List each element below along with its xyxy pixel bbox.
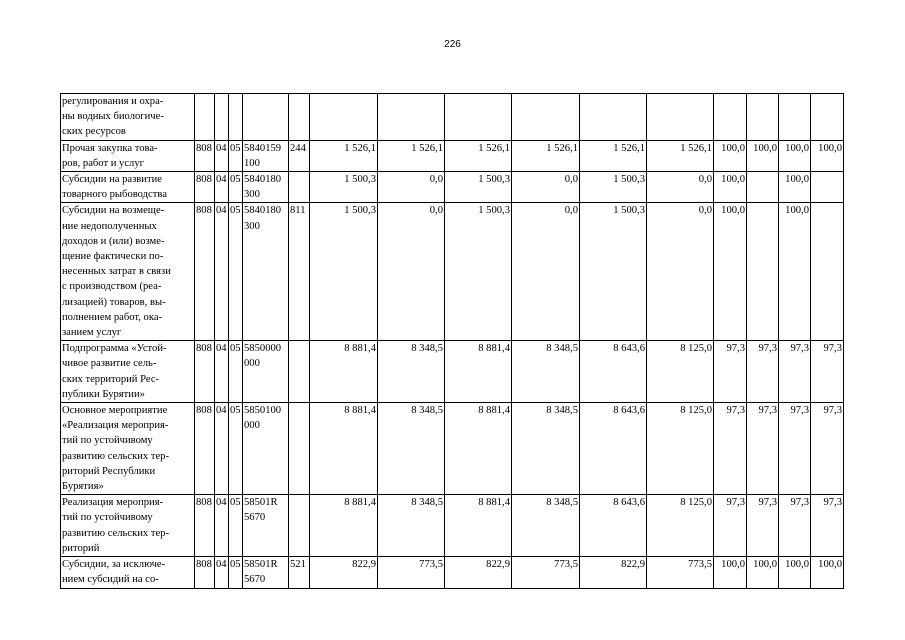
value-cell-4: 773,5 xyxy=(512,557,580,588)
value-cell-5: 822,9 xyxy=(580,557,647,588)
expense-type-cell: 811 xyxy=(289,203,310,341)
percent-cell-3: 97,3 xyxy=(779,341,811,403)
row-name-cell: Субсидии на возмеще- ние недополученных доходов и (или) возме- щение фактически по- несенных затрат в связи с производством (реа- лизацией) товаров, вы- полнением работ, ока- занием услуг xyxy=(61,203,195,341)
percent-cell-3: 97,3 xyxy=(779,495,811,557)
table-row xyxy=(61,172,844,203)
percent-cell-2: 97,3 xyxy=(747,341,779,403)
percent-cell-1 xyxy=(714,94,747,141)
value-cell-6: 773,5 xyxy=(647,557,714,588)
percent-cell-1: 100,0 xyxy=(714,140,747,171)
ministry-code-cell: 808 xyxy=(195,403,215,495)
section-code-cell: 04 xyxy=(215,495,229,557)
expense-type-cell: 521 xyxy=(289,557,310,588)
target-article-cell: 5840159 100 xyxy=(243,140,289,171)
value-cell-1: 8 881,4 xyxy=(310,495,378,557)
value-cell-3: 1 500,3 xyxy=(445,203,512,341)
value-cell-1: 1 500,3 xyxy=(310,172,378,203)
value-cell-3: 8 881,4 xyxy=(445,403,512,495)
table-row xyxy=(61,403,844,495)
percent-cell-2 xyxy=(747,172,779,203)
percent-cell-1: 97,3 xyxy=(714,341,747,403)
percent-cell-2: 100,0 xyxy=(747,557,779,588)
row-name-cell: Основное мероприятие «Реализация мероприя- тий по устойчивому развитию сельских тер- риторий Республики Бурятия» xyxy=(61,403,195,495)
target-article-cell: 5840180 300 xyxy=(243,172,289,203)
ministry-code-cell: 808 xyxy=(195,495,215,557)
value-cell-1: 1 526,1 xyxy=(310,140,378,171)
row-name-cell: Реализация мероприя- тий по устойчивому развитию сельских тер- риторий xyxy=(61,495,195,557)
ministry-code-cell: 808 xyxy=(195,341,215,403)
value-cell-1 xyxy=(310,94,378,141)
value-cell-6: 1 526,1 xyxy=(647,140,714,171)
row-name-cell: Субсидии на развитие товарного рыбоводства xyxy=(61,172,195,203)
value-cell-2: 773,5 xyxy=(378,557,445,588)
percent-cell-4 xyxy=(811,172,844,203)
value-cell-4: 8 348,5 xyxy=(512,403,580,495)
percent-cell-3: 100,0 xyxy=(779,203,811,341)
value-cell-6: 8 125,0 xyxy=(647,341,714,403)
percent-cell-3: 100,0 xyxy=(779,557,811,588)
expense-type-cell xyxy=(289,94,310,141)
value-cell-3: 1 526,1 xyxy=(445,140,512,171)
value-cell-5: 8 643,6 xyxy=(580,403,647,495)
table-row xyxy=(61,341,844,403)
page-number: 226 xyxy=(444,39,461,50)
row-name-cell: регулирования и охра- ны водных биологиче- ских ресурсов xyxy=(61,94,195,141)
table-row xyxy=(61,203,844,341)
expense-type-cell xyxy=(289,172,310,203)
percent-cell-4: 97,3 xyxy=(811,495,844,557)
subsection-code-cell: 05 xyxy=(229,341,243,403)
percent-cell-4 xyxy=(811,203,844,341)
value-cell-2: 8 348,5 xyxy=(378,403,445,495)
value-cell-1: 1 500,3 xyxy=(310,203,378,341)
subsection-code-cell: 05 xyxy=(229,140,243,171)
value-cell-2: 8 348,5 xyxy=(378,495,445,557)
table-row xyxy=(61,140,844,171)
table-row xyxy=(61,94,844,141)
subsection-code-cell: 05 xyxy=(229,172,243,203)
percent-cell-2 xyxy=(747,203,779,341)
row-name-cell: Субсидии, за исключе- нием субсидий на со- xyxy=(61,557,195,588)
value-cell-3: 8 881,4 xyxy=(445,341,512,403)
expense-type-cell: 244 xyxy=(289,140,310,171)
row-name-cell: Прочая закупка това- ров, работ и услуг xyxy=(61,140,195,171)
value-cell-1: 822,9 xyxy=(310,557,378,588)
ministry-code-cell: 808 xyxy=(195,557,215,588)
value-cell-4: 8 348,5 xyxy=(512,495,580,557)
row-name-cell: Подпрограмма «Устой- чивое развитие сель- ских территорий Рес- публики Бурятии» xyxy=(61,341,195,403)
section-code-cell: 04 xyxy=(215,403,229,495)
target-article-cell: 58501R 5670 xyxy=(243,557,289,588)
percent-cell-2 xyxy=(747,94,779,141)
section-code-cell: 04 xyxy=(215,140,229,171)
percent-cell-4: 97,3 xyxy=(811,403,844,495)
value-cell-6: 8 125,0 xyxy=(647,403,714,495)
percent-cell-4 xyxy=(811,94,844,141)
value-cell-4: 1 526,1 xyxy=(512,140,580,171)
value-cell-3: 822,9 xyxy=(445,557,512,588)
value-cell-2 xyxy=(378,94,445,141)
percent-cell-1: 100,0 xyxy=(714,557,747,588)
value-cell-2: 1 526,1 xyxy=(378,140,445,171)
value-cell-2: 8 348,5 xyxy=(378,341,445,403)
value-cell-5: 1 500,3 xyxy=(580,203,647,341)
section-code-cell: 04 xyxy=(215,203,229,341)
ministry-code-cell xyxy=(195,94,215,141)
value-cell-3: 8 881,4 xyxy=(445,495,512,557)
value-cell-5: 8 643,6 xyxy=(580,495,647,557)
value-cell-4 xyxy=(512,94,580,141)
value-cell-5 xyxy=(580,94,647,141)
subsection-code-cell: 05 xyxy=(229,495,243,557)
value-cell-4: 8 348,5 xyxy=(512,341,580,403)
percent-cell-2: 100,0 xyxy=(747,140,779,171)
subsection-code-cell: 05 xyxy=(229,403,243,495)
target-article-cell: 58501R 5670 xyxy=(243,495,289,557)
percent-cell-4: 97,3 xyxy=(811,341,844,403)
value-cell-6 xyxy=(647,94,714,141)
value-cell-5: 1 500,3 xyxy=(580,172,647,203)
subsection-code-cell: 05 xyxy=(229,557,243,588)
section-code-cell: 04 xyxy=(215,557,229,588)
percent-cell-1: 97,3 xyxy=(714,495,747,557)
target-article-cell xyxy=(243,94,289,141)
value-cell-1: 8 881,4 xyxy=(310,341,378,403)
ministry-code-cell: 808 xyxy=(195,203,215,341)
percent-cell-3: 100,0 xyxy=(779,140,811,171)
value-cell-6: 8 125,0 xyxy=(647,495,714,557)
percent-cell-1: 100,0 xyxy=(714,172,747,203)
value-cell-4: 0,0 xyxy=(512,172,580,203)
expense-type-cell xyxy=(289,403,310,495)
target-article-cell: 5850100 000 xyxy=(243,403,289,495)
value-cell-2: 0,0 xyxy=(378,203,445,341)
percent-cell-1: 97,3 xyxy=(714,403,747,495)
section-code-cell xyxy=(215,94,229,141)
ministry-code-cell: 808 xyxy=(195,140,215,171)
percent-cell-2: 97,3 xyxy=(747,403,779,495)
percent-cell-4: 100,0 xyxy=(811,140,844,171)
value-cell-6: 0,0 xyxy=(647,172,714,203)
value-cell-3: 1 500,3 xyxy=(445,172,512,203)
table-row xyxy=(61,557,844,588)
value-cell-4: 0,0 xyxy=(512,203,580,341)
value-cell-5: 1 526,1 xyxy=(580,140,647,171)
expense-type-cell xyxy=(289,341,310,403)
value-cell-5: 8 643,6 xyxy=(580,341,647,403)
subsection-code-cell: 05 xyxy=(229,203,243,341)
percent-cell-3: 100,0 xyxy=(779,172,811,203)
table-row xyxy=(61,495,844,557)
section-code-cell: 04 xyxy=(215,172,229,203)
budget-table xyxy=(60,93,844,589)
percent-cell-1: 100,0 xyxy=(714,203,747,341)
section-code-cell: 04 xyxy=(215,341,229,403)
value-cell-6: 0,0 xyxy=(647,203,714,341)
expense-type-cell xyxy=(289,495,310,557)
ministry-code-cell: 808 xyxy=(195,172,215,203)
value-cell-3 xyxy=(445,94,512,141)
percent-cell-4: 100,0 xyxy=(811,557,844,588)
percent-cell-3: 97,3 xyxy=(779,403,811,495)
value-cell-1: 8 881,4 xyxy=(310,403,378,495)
target-article-cell: 5850000 000 xyxy=(243,341,289,403)
target-article-cell: 5840180 300 xyxy=(243,203,289,341)
percent-cell-2: 97,3 xyxy=(747,495,779,557)
percent-cell-3 xyxy=(779,94,811,141)
value-cell-2: 0,0 xyxy=(378,172,445,203)
subsection-code-cell xyxy=(229,94,243,141)
